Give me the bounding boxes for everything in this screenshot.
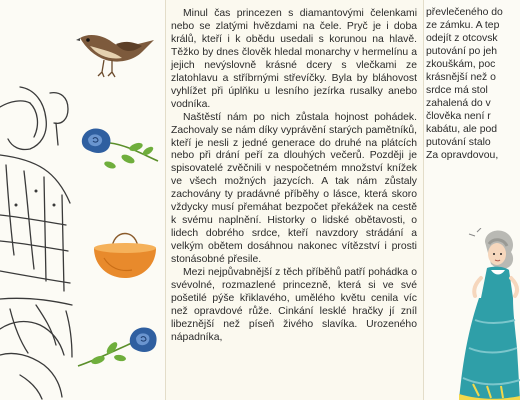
text-line: člověka není r bbox=[426, 111, 491, 122]
princess-figure bbox=[455, 228, 520, 400]
page-fold bbox=[165, 0, 166, 400]
blue-rose-icon bbox=[80, 125, 162, 177]
text-line: putování stalo bbox=[426, 137, 491, 148]
blue-rose-icon bbox=[76, 326, 158, 374]
story-paragraph: Mezi nejpůvabnější z těch příběhů patří pohádka o svévolné, rozmazlené princezně, která si ve své pošetilé pýše křiklavého, umělého květu cenila víc než opravdové růže. Cinkání lesklé hračky jí zníl libeznější než píseň živého slavíka. Urozeného nápadníka, bbox=[171, 267, 417, 343]
text-line: odejít z otcovsk bbox=[426, 33, 498, 44]
text-line: zahalená do v bbox=[426, 98, 491, 109]
palace-line-drawing bbox=[0, 85, 75, 400]
text-line: ze zámku. A tep bbox=[426, 20, 500, 31]
continued-text bbox=[426, 6, 520, 162]
nightingale-icon bbox=[76, 22, 156, 80]
story-paragraph: Minul čas princezen s diamantovými čelenkami nebo se zlatými hvězdami na čele. Pryč je i doba králů, kteří i k obědu usedali s korunou na hlavě. Těžko by dnes člověk hledal monarchy v hermelínu a jejich nevýslovně krásné dcery s vlečkami ze zlatohlavu a stříbrnými střevíčky. Byla by bláhovost vyhlížet při úplňku u lesního jezírka rusalky anebo vodníka. bbox=[171, 8, 417, 110]
text-line: krásnější než o bbox=[426, 72, 496, 83]
text-line: zkouškám, poc bbox=[426, 59, 496, 70]
text-line: srdce má stol bbox=[426, 85, 488, 96]
text-line: převlečeného do bbox=[426, 7, 503, 18]
text-line: kabátu, ale pod bbox=[426, 124, 498, 135]
text-line: putování po jeh bbox=[426, 46, 498, 57]
story-paragraph: Naštěstí nám po nich zůstala hojnost pohádek. Zachovaly se nám díky vyprávění starých pamětníků, kteří je nesli z jedné generace do druhé na plátcích nebo při drání peří za dlouhých večerů. Později je spisovatelé zvěčnili v nespočetném množství knížek ve všech možných jazycích. A tak nám zůstaly zachovány ty pradávné příběhy o lásce, která skoro vždycky musí přemáhat bezpočet překážek na cestě k svému naplnění. Historky o lidské obětavosti, o lidech dobrého srdce, kteří navzdory strádání a velkým obětem dosáhnou nakonec vítězství i prosti stonásobné přesile. bbox=[171, 111, 417, 266]
orange-pot-icon bbox=[90, 218, 160, 282]
story-text bbox=[171, 8, 417, 345]
text-line: Za opravdovou, bbox=[426, 150, 499, 161]
page-fold bbox=[423, 0, 424, 400]
